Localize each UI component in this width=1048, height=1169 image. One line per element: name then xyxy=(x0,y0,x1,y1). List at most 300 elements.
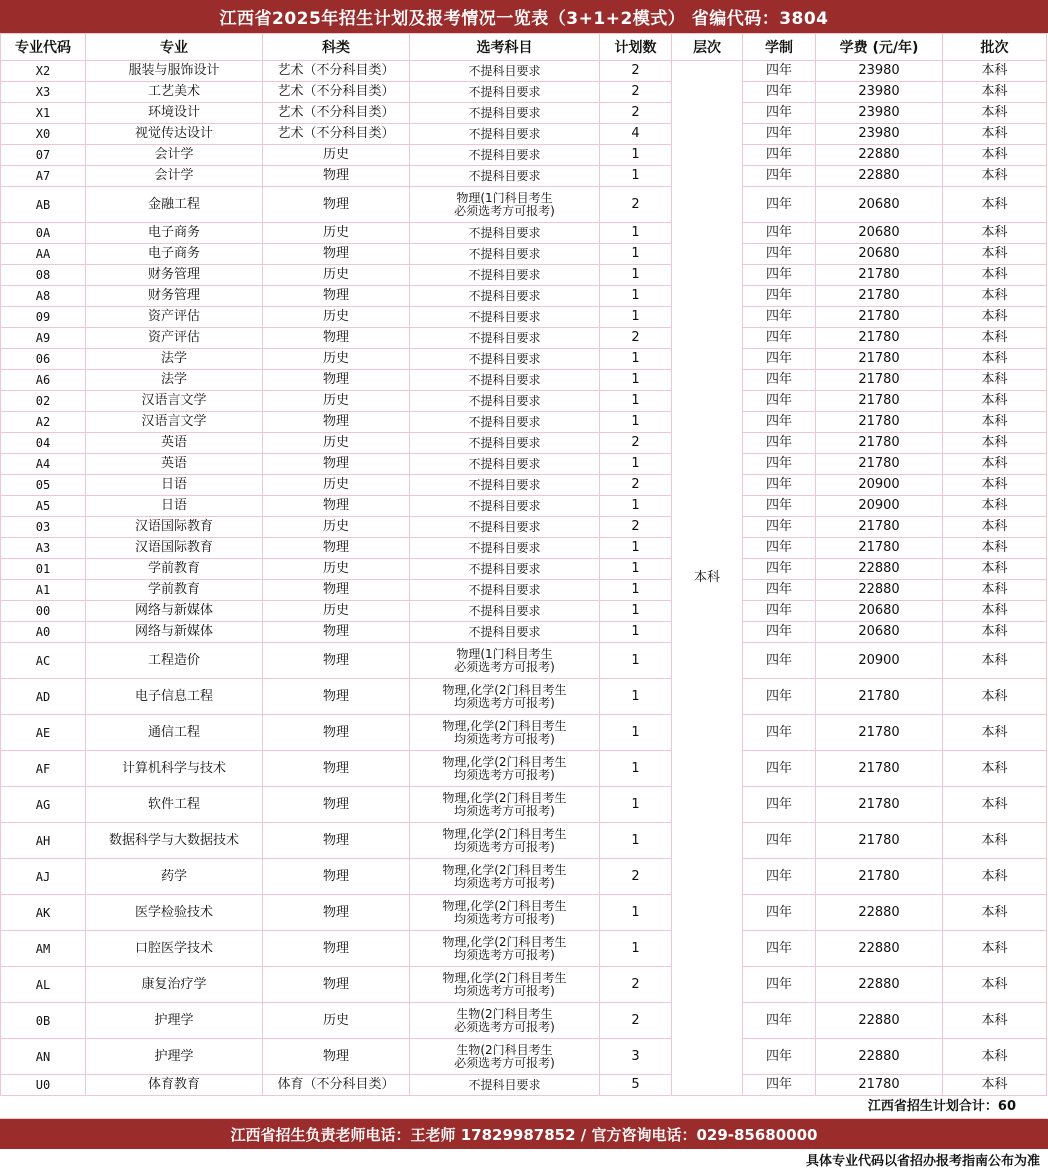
study-duration: 四年 xyxy=(743,454,816,475)
required-subjects: 生物(2门科目考生 必须选考方可报考) xyxy=(410,1039,600,1075)
study-duration: 四年 xyxy=(743,475,816,496)
subject-category: 物理 xyxy=(263,412,410,433)
major-name: 金融工程 xyxy=(86,187,263,223)
plan-total: 江西省招生计划合计：60 xyxy=(1,1096,1047,1119)
subject-category: 历史 xyxy=(263,601,410,622)
admission-batch: 本科 xyxy=(943,187,1047,223)
study-duration: 四年 xyxy=(743,823,816,859)
table-row xyxy=(1,559,1047,580)
study-duration: 四年 xyxy=(743,307,816,328)
subject-category: 物理 xyxy=(263,823,410,859)
admission-batch: 本科 xyxy=(943,622,1047,643)
plan-count: 1 xyxy=(600,166,672,187)
plan-count: 1 xyxy=(600,622,672,643)
tuition-fee: 22880 xyxy=(816,559,943,580)
required-subjects: 不提科目要求 xyxy=(410,538,600,559)
admission-batch: 本科 xyxy=(943,265,1047,286)
plan-count: 1 xyxy=(600,895,672,931)
admission-batch: 本科 xyxy=(943,679,1047,715)
required-subjects: 不提科目要求 xyxy=(410,349,600,370)
required-subjects: 不提科目要求 xyxy=(410,496,600,517)
required-subjects: 物理,化学(2门科目考生 均须选考方可报考) xyxy=(410,859,600,895)
table-row xyxy=(1,751,1047,787)
major-code: A6 xyxy=(1,370,86,391)
admission-batch: 本科 xyxy=(943,166,1047,187)
table-row xyxy=(1,412,1047,433)
major-name: 汉语言文学 xyxy=(86,391,263,412)
subject-category: 历史 xyxy=(263,559,410,580)
admission-batch: 本科 xyxy=(943,1075,1047,1096)
tuition-fee: 20680 xyxy=(816,244,943,265)
table-row xyxy=(1,517,1047,538)
table-row xyxy=(1,61,1047,82)
admission-batch: 本科 xyxy=(943,475,1047,496)
required-subjects: 不提科目要求 xyxy=(410,265,600,286)
table-row xyxy=(1,475,1047,496)
plan-count: 1 xyxy=(600,823,672,859)
admission-batch: 本科 xyxy=(943,82,1047,103)
major-name: 通信工程 xyxy=(86,715,263,751)
tuition-fee: 20680 xyxy=(816,187,943,223)
plan-count: 2 xyxy=(600,967,672,1003)
tuition-fee: 20900 xyxy=(816,496,943,517)
plan-count: 1 xyxy=(600,286,672,307)
tuition-fee: 20900 xyxy=(816,475,943,496)
major-name: 服装与服饰设计 xyxy=(86,61,263,82)
table-body xyxy=(1,61,1047,1096)
admission-batch: 本科 xyxy=(943,601,1047,622)
admission-batch: 本科 xyxy=(943,370,1047,391)
table-row xyxy=(1,643,1047,679)
required-subjects: 不提科目要求 xyxy=(410,244,600,265)
admission-batch: 本科 xyxy=(943,307,1047,328)
study-duration: 四年 xyxy=(743,751,816,787)
major-code: AD xyxy=(1,679,86,715)
plan-count: 1 xyxy=(600,538,672,559)
subject-category: 艺术（不分科目类） xyxy=(263,61,410,82)
table-row xyxy=(1,967,1047,1003)
required-subjects: 物理,化学(2门科目考生 均须选考方可报考) xyxy=(410,751,600,787)
study-duration: 四年 xyxy=(743,622,816,643)
study-duration: 四年 xyxy=(743,391,816,412)
table-row xyxy=(1,715,1047,751)
subject-category: 物理 xyxy=(263,328,410,349)
major-name: 计算机科学与技术 xyxy=(86,751,263,787)
tuition-fee: 21780 xyxy=(816,349,943,370)
tuition-fee: 22880 xyxy=(816,931,943,967)
major-code: A1 xyxy=(1,580,86,601)
plan-count: 1 xyxy=(600,751,672,787)
admission-batch: 本科 xyxy=(943,895,1047,931)
admission-batch: 本科 xyxy=(943,559,1047,580)
required-subjects: 不提科目要求 xyxy=(410,286,600,307)
admission-batch: 本科 xyxy=(943,538,1047,559)
table-row xyxy=(1,166,1047,187)
tuition-fee: 21780 xyxy=(816,370,943,391)
major-code: A8 xyxy=(1,286,86,307)
major-name: 网络与新媒体 xyxy=(86,601,263,622)
required-subjects: 生物(2门科目考生 必须选考方可报考) xyxy=(410,1003,600,1039)
table-row xyxy=(1,223,1047,244)
major-code: X2 xyxy=(1,61,86,82)
subject-category: 物理 xyxy=(263,454,410,475)
major-name: 康复治疗学 xyxy=(86,967,263,1003)
admission-batch: 本科 xyxy=(943,496,1047,517)
tuition-fee: 22880 xyxy=(816,967,943,1003)
table-row xyxy=(1,433,1047,454)
table-header-row xyxy=(1,34,1047,61)
study-duration: 四年 xyxy=(743,895,816,931)
tuition-fee: 20680 xyxy=(816,601,943,622)
tuition-fee: 21780 xyxy=(816,265,943,286)
required-subjects: 不提科目要求 xyxy=(410,559,600,580)
plan-count: 1 xyxy=(600,145,672,166)
tuition-fee: 20680 xyxy=(816,223,943,244)
major-name: 日语 xyxy=(86,496,263,517)
subject-category: 历史 xyxy=(263,475,410,496)
table-row xyxy=(1,391,1047,412)
plan-count: 2 xyxy=(600,859,672,895)
required-subjects: 不提科目要求 xyxy=(410,61,600,82)
header-subjects: 选考科目 xyxy=(410,34,600,61)
major-code: 07 xyxy=(1,145,86,166)
header-category: 科类 xyxy=(263,34,410,61)
required-subjects: 不提科目要求 xyxy=(410,328,600,349)
major-code: A9 xyxy=(1,328,86,349)
major-code: 02 xyxy=(1,391,86,412)
plan-count: 3 xyxy=(600,1039,672,1075)
required-subjects: 物理,化学(2门科目考生 均须选考方可报考) xyxy=(410,787,600,823)
major-name: 日语 xyxy=(86,475,263,496)
tuition-fee: 22880 xyxy=(816,895,943,931)
header-plan: 计划数 xyxy=(600,34,672,61)
major-name: 财务管理 xyxy=(86,265,263,286)
required-subjects: 物理,化学(2门科目考生 均须选考方可报考) xyxy=(410,895,600,931)
table-row xyxy=(1,349,1047,370)
required-subjects: 不提科目要求 xyxy=(410,517,600,538)
required-subjects: 不提科目要求 xyxy=(410,475,600,496)
major-name: 学前教育 xyxy=(86,559,263,580)
subject-category: 物理 xyxy=(263,1039,410,1075)
plan-count: 4 xyxy=(600,124,672,145)
major-code: 04 xyxy=(1,433,86,454)
study-duration: 四年 xyxy=(743,559,816,580)
subject-category: 物理 xyxy=(263,166,410,187)
required-subjects: 不提科目要求 xyxy=(410,82,600,103)
table-row xyxy=(1,538,1047,559)
tuition-fee: 22880 xyxy=(816,166,943,187)
study-duration: 四年 xyxy=(743,349,816,370)
admission-batch: 本科 xyxy=(943,124,1047,145)
contact-banner: 江西省招生负责老师电话：王老师 17829987852 / 官方咨询电话：029-85680000 xyxy=(0,1119,1048,1149)
required-subjects: 不提科目要求 xyxy=(410,223,600,244)
major-name: 法学 xyxy=(86,349,263,370)
header-level: 层次 xyxy=(672,34,743,61)
header-fee: 学费 (元/年) xyxy=(816,34,943,61)
major-name: 软件工程 xyxy=(86,787,263,823)
subject-category: 物理 xyxy=(263,715,410,751)
plan-count: 1 xyxy=(600,370,672,391)
plan-count: 1 xyxy=(600,580,672,601)
subject-category: 物理 xyxy=(263,580,410,601)
tuition-fee: 21780 xyxy=(816,328,943,349)
major-name: 会计学 xyxy=(86,145,263,166)
table-row xyxy=(1,187,1047,223)
subject-category: 物理 xyxy=(263,187,410,223)
subject-category: 物理 xyxy=(263,286,410,307)
study-duration: 四年 xyxy=(743,580,816,601)
study-duration: 四年 xyxy=(743,328,816,349)
major-code: 09 xyxy=(1,307,86,328)
major-code: U0 xyxy=(1,1075,86,1096)
major-name: 学前教育 xyxy=(86,580,263,601)
major-name: 会计学 xyxy=(86,166,263,187)
plan-count: 2 xyxy=(600,1003,672,1039)
subject-category: 历史 xyxy=(263,1003,410,1039)
major-code: AN xyxy=(1,1039,86,1075)
admission-batch: 本科 xyxy=(943,967,1047,1003)
subject-category: 物理 xyxy=(263,751,410,787)
plan-count: 1 xyxy=(600,412,672,433)
plan-count: 1 xyxy=(600,244,672,265)
major-name: 医学检验技术 xyxy=(86,895,263,931)
study-duration: 四年 xyxy=(743,244,816,265)
plan-count: 1 xyxy=(600,391,672,412)
tuition-fee: 21780 xyxy=(816,412,943,433)
admission-batch: 本科 xyxy=(943,931,1047,967)
plan-count: 1 xyxy=(600,679,672,715)
study-duration: 四年 xyxy=(743,1003,816,1039)
tuition-fee: 21780 xyxy=(816,1075,943,1096)
table-row xyxy=(1,286,1047,307)
table-row xyxy=(1,124,1047,145)
table-row xyxy=(1,931,1047,967)
study-duration: 四年 xyxy=(743,859,816,895)
required-subjects: 不提科目要求 xyxy=(410,307,600,328)
table-row xyxy=(1,1003,1047,1039)
subject-category: 物理 xyxy=(263,622,410,643)
admission-batch: 本科 xyxy=(943,328,1047,349)
plan-count: 2 xyxy=(600,82,672,103)
study-duration: 四年 xyxy=(743,496,816,517)
major-code: AA xyxy=(1,244,86,265)
major-name: 汉语国际教育 xyxy=(86,517,263,538)
table-row xyxy=(1,859,1047,895)
plan-count: 2 xyxy=(600,103,672,124)
subject-category: 历史 xyxy=(263,145,410,166)
major-name: 体育教育 xyxy=(86,1075,263,1096)
subject-category: 艺术（不分科目类） xyxy=(263,124,410,145)
plan-count: 2 xyxy=(600,475,672,496)
table-row xyxy=(1,454,1047,475)
major-name: 环境设计 xyxy=(86,103,263,124)
table-row xyxy=(1,496,1047,517)
major-code: A7 xyxy=(1,166,86,187)
major-name: 药学 xyxy=(86,859,263,895)
tuition-fee: 21780 xyxy=(816,751,943,787)
table-row xyxy=(1,82,1047,103)
study-duration: 四年 xyxy=(743,166,816,187)
admission-batch: 本科 xyxy=(943,286,1047,307)
major-code: 00 xyxy=(1,601,86,622)
study-duration: 四年 xyxy=(743,601,816,622)
required-subjects: 不提科目要求 xyxy=(410,1075,600,1096)
plan-count: 1 xyxy=(600,265,672,286)
major-code: A0 xyxy=(1,622,86,643)
major-code: AM xyxy=(1,931,86,967)
admission-batch: 本科 xyxy=(943,715,1047,751)
tuition-fee: 22880 xyxy=(816,1039,943,1075)
plan-count: 1 xyxy=(600,559,672,580)
study-duration: 四年 xyxy=(743,967,816,1003)
required-subjects: 不提科目要求 xyxy=(410,601,600,622)
major-code: AH xyxy=(1,823,86,859)
required-subjects: 不提科目要求 xyxy=(410,124,600,145)
table-row xyxy=(1,328,1047,349)
admission-batch: 本科 xyxy=(943,643,1047,679)
major-code: AK xyxy=(1,895,86,931)
major-name: 资产评估 xyxy=(86,307,263,328)
major-name: 口腔医学技术 xyxy=(86,931,263,967)
major-code: 03 xyxy=(1,517,86,538)
header-code: 专业代码 xyxy=(1,34,86,61)
tuition-fee: 22880 xyxy=(816,580,943,601)
study-duration: 四年 xyxy=(743,124,816,145)
major-name: 英语 xyxy=(86,433,263,454)
subject-category: 历史 xyxy=(263,265,410,286)
required-subjects: 不提科目要求 xyxy=(410,433,600,454)
study-duration: 四年 xyxy=(743,433,816,454)
study-duration: 四年 xyxy=(743,145,816,166)
study-duration: 四年 xyxy=(743,82,816,103)
tuition-fee: 21780 xyxy=(816,391,943,412)
subject-category: 物理 xyxy=(263,538,410,559)
major-code: 05 xyxy=(1,475,86,496)
plan-count: 1 xyxy=(600,931,672,967)
required-subjects: 不提科目要求 xyxy=(410,391,600,412)
enrollment-table xyxy=(0,33,1047,1119)
table-row xyxy=(1,244,1047,265)
subject-category: 物理 xyxy=(263,967,410,1003)
subject-category: 物理 xyxy=(263,931,410,967)
tuition-fee: 23980 xyxy=(816,82,943,103)
major-name: 电子商务 xyxy=(86,223,263,244)
admission-batch: 本科 xyxy=(943,391,1047,412)
study-duration: 四年 xyxy=(743,187,816,223)
admission-batch: 本科 xyxy=(943,1039,1047,1075)
admission-batch: 本科 xyxy=(943,823,1047,859)
study-duration: 四年 xyxy=(743,931,816,967)
admission-batch: 本科 xyxy=(943,787,1047,823)
tuition-fee: 21780 xyxy=(816,787,943,823)
table-row xyxy=(1,823,1047,859)
admission-batch: 本科 xyxy=(943,244,1047,265)
table-row xyxy=(1,103,1047,124)
subject-category: 物理 xyxy=(263,643,410,679)
tuition-fee: 21780 xyxy=(816,715,943,751)
subject-category: 艺术（不分科目类） xyxy=(263,82,410,103)
major-code: AJ xyxy=(1,859,86,895)
table-row xyxy=(1,265,1047,286)
subject-category: 物理 xyxy=(263,859,410,895)
header-batch: 批次 xyxy=(943,34,1047,61)
table-row xyxy=(1,370,1047,391)
tuition-fee: 21780 xyxy=(816,859,943,895)
table-row xyxy=(1,145,1047,166)
study-duration: 四年 xyxy=(743,787,816,823)
tuition-fee: 23980 xyxy=(816,61,943,82)
major-name: 护理学 xyxy=(86,1003,263,1039)
major-code: AL xyxy=(1,967,86,1003)
required-subjects: 物理(1门科目考生 必须选考方可报考) xyxy=(410,643,600,679)
major-name: 工程造价 xyxy=(86,643,263,679)
tuition-fee: 21780 xyxy=(816,679,943,715)
tuition-fee: 23980 xyxy=(816,124,943,145)
tuition-fee: 21780 xyxy=(816,454,943,475)
study-duration: 四年 xyxy=(743,103,816,124)
subject-category: 艺术（不分科目类） xyxy=(263,103,410,124)
required-subjects: 物理,化学(2门科目考生 均须选考方可报考) xyxy=(410,679,600,715)
required-subjects: 物理,化学(2门科目考生 均须选考方可报考) xyxy=(410,967,600,1003)
subject-category: 历史 xyxy=(263,391,410,412)
plan-count: 1 xyxy=(600,223,672,244)
study-duration: 四年 xyxy=(743,643,816,679)
plan-count: 1 xyxy=(600,787,672,823)
study-duration: 四年 xyxy=(743,1075,816,1096)
admission-batch: 本科 xyxy=(943,517,1047,538)
required-subjects: 不提科目要求 xyxy=(410,370,600,391)
major-name: 汉语国际教育 xyxy=(86,538,263,559)
major-code: A2 xyxy=(1,412,86,433)
plan-count: 1 xyxy=(600,715,672,751)
table-row xyxy=(1,1075,1047,1096)
study-duration: 四年 xyxy=(743,715,816,751)
required-subjects: 不提科目要求 xyxy=(410,412,600,433)
admission-batch: 本科 xyxy=(943,1003,1047,1039)
major-code: 06 xyxy=(1,349,86,370)
subject-category: 历史 xyxy=(263,307,410,328)
major-name: 数据科学与大数据技术 xyxy=(86,823,263,859)
tuition-fee: 22880 xyxy=(816,145,943,166)
admission-batch: 本科 xyxy=(943,61,1047,82)
table-row xyxy=(1,679,1047,715)
plan-count: 2 xyxy=(600,433,672,454)
subject-category: 物理 xyxy=(263,787,410,823)
plan-count: 2 xyxy=(600,187,672,223)
study-duration: 四年 xyxy=(743,223,816,244)
major-name: 工艺美术 xyxy=(86,82,263,103)
study-duration: 四年 xyxy=(743,1039,816,1075)
tuition-fee: 21780 xyxy=(816,538,943,559)
major-name: 电子信息工程 xyxy=(86,679,263,715)
tuition-fee: 20680 xyxy=(816,622,943,643)
required-subjects: 物理(1门科目考生 必须选考方可报考) xyxy=(410,187,600,223)
subject-category: 物理 xyxy=(263,679,410,715)
tuition-fee: 21780 xyxy=(816,433,943,454)
education-level: 本科 xyxy=(672,61,743,1096)
study-duration: 四年 xyxy=(743,679,816,715)
major-code: X3 xyxy=(1,82,86,103)
subject-category: 历史 xyxy=(263,517,410,538)
major-name: 网络与新媒体 xyxy=(86,622,263,643)
major-name: 汉语言文学 xyxy=(86,412,263,433)
required-subjects: 不提科目要求 xyxy=(410,145,600,166)
admission-batch: 本科 xyxy=(943,412,1047,433)
major-code: A4 xyxy=(1,454,86,475)
header-major: 专业 xyxy=(86,34,263,61)
tuition-fee: 22880 xyxy=(816,1003,943,1039)
major-code: X0 xyxy=(1,124,86,145)
